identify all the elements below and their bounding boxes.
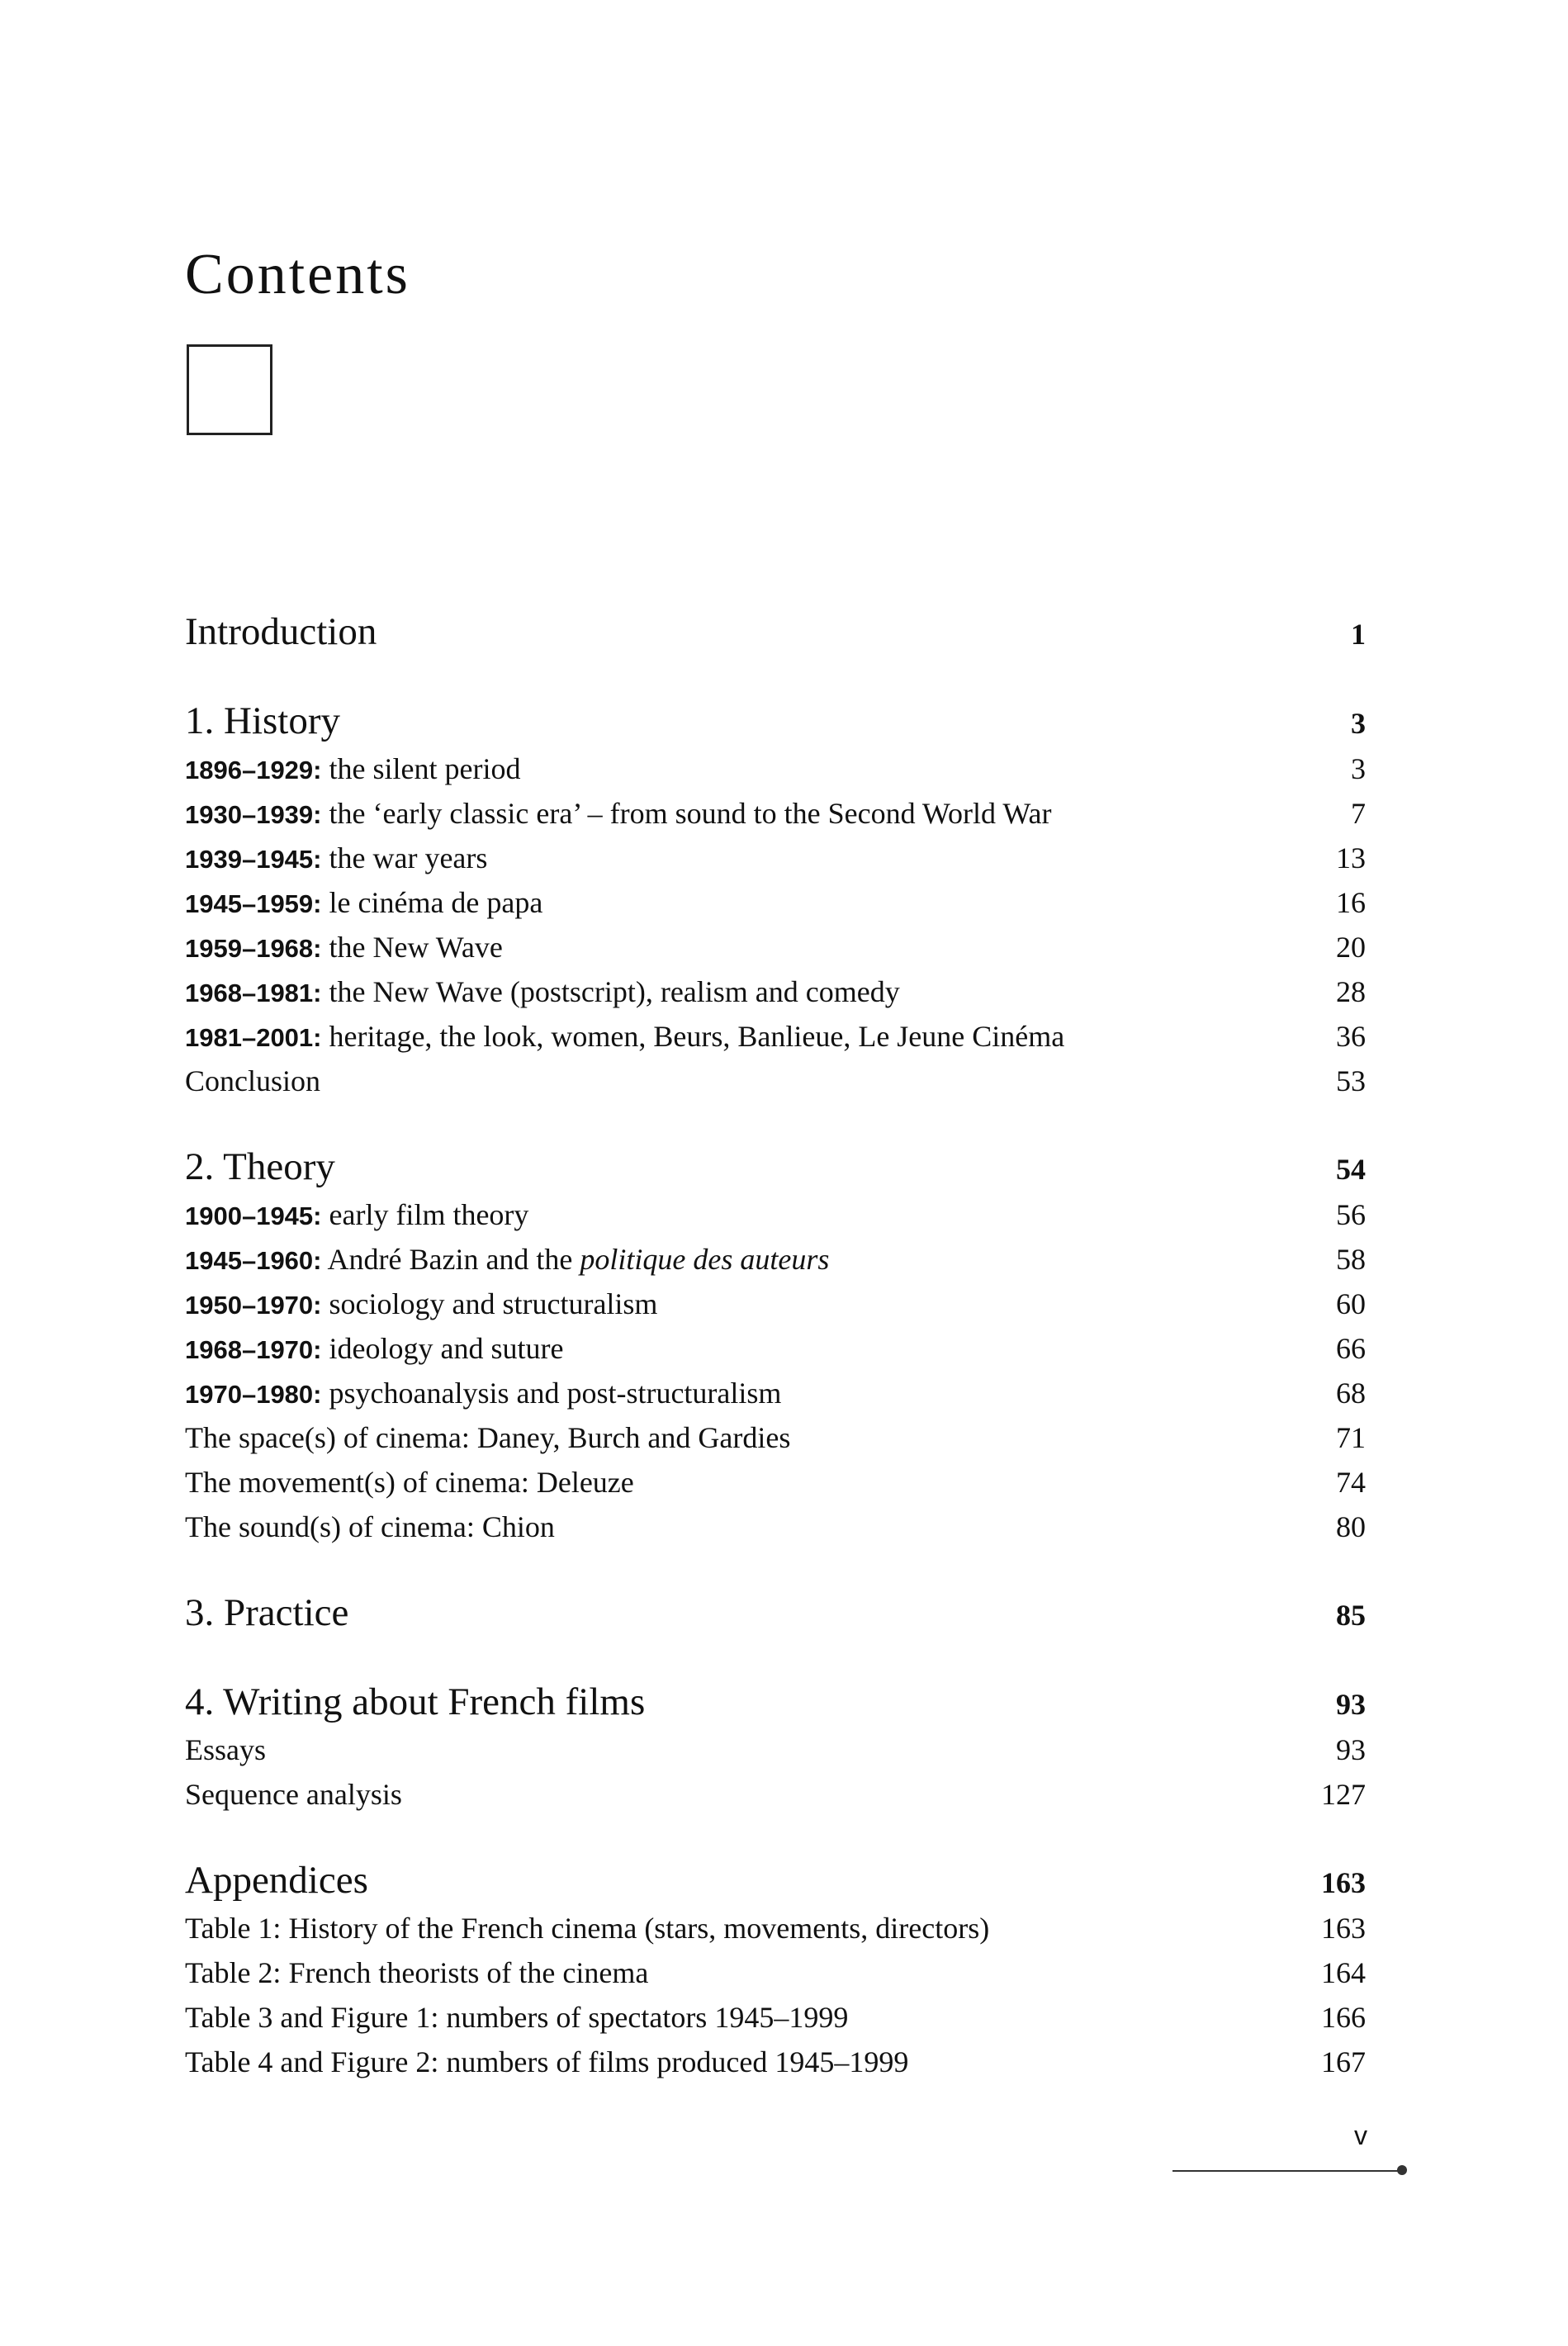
section-title: Appendices <box>185 1859 368 1902</box>
folio-rule <box>1172 2170 1400 2172</box>
entry-text: Table 1: History of the French cinema (stars, movements, directors) <box>185 1912 990 1945</box>
section-page: 3 <box>1351 707 1366 740</box>
entry-title <box>185 1911 989 1946</box>
entry-title <box>185 1732 266 1767</box>
entry-text: heritage, the look, women, Beurs, Banlieue, Le Jeune Cinéma <box>321 1020 1065 1053</box>
entry-title <box>185 1019 1064 1054</box>
entry-years: 1959–1968: <box>185 934 322 963</box>
entry-years: 1950–1970: <box>185 1291 322 1320</box>
entry-text: ideology and suture <box>321 1332 564 1365</box>
entry-page: 167 <box>1321 2045 1366 2078</box>
toc-section-heading[interactable] <box>185 699 1366 745</box>
toc-entry[interactable] <box>185 1287 1366 1323</box>
entry-title <box>185 1242 829 1277</box>
entry-title <box>185 2000 848 2035</box>
entry-text: psychoanalysis and post-structuralism <box>321 1377 782 1410</box>
entry-title <box>185 2045 908 2079</box>
section-page: 54 <box>1336 1153 1366 1186</box>
entry-title <box>185 1955 648 1990</box>
toc-entry[interactable] <box>185 1465 1366 1501</box>
entry-text: Table 3 and Figure 1: numbers of spectators 1945–1999 <box>185 2001 849 2034</box>
entry-page: 74 <box>1336 1466 1366 1499</box>
toc-entry[interactable] <box>185 1911 1366 1947</box>
toc-entry[interactable] <box>185 2045 1366 2081</box>
section-title: 3. Practice <box>185 1591 349 1634</box>
entry-text: Table 2: French theorists of the cinema <box>185 1956 649 1989</box>
toc-entry[interactable] <box>185 1197 1366 1234</box>
entry-title <box>185 885 542 920</box>
toc-entry[interactable] <box>185 1509 1366 1546</box>
entry-text: le cinéma de papa <box>321 886 543 919</box>
entry-text: Table 4 and Figure 2: numbers of films produced 1945–1999 <box>185 2045 909 2078</box>
toc-entry[interactable] <box>185 930 1366 966</box>
entry-years: 1900–1945: <box>185 1201 322 1230</box>
entry-title <box>185 841 487 875</box>
section-title: 1. History <box>185 699 340 742</box>
toc-entry[interactable] <box>185 1777 1366 1813</box>
entry-italic-text: politique des auteurs <box>580 1243 830 1276</box>
page-number: v <box>1354 2121 1367 2150</box>
entry-page: 93 <box>1336 1733 1366 1766</box>
entry-years: 1968–1970: <box>185 1335 322 1364</box>
entry-page: 58 <box>1336 1243 1366 1276</box>
entry-page: 68 <box>1336 1377 1366 1410</box>
toc-entry[interactable] <box>185 1242 1366 1278</box>
entry-page: 20 <box>1336 931 1366 964</box>
entry-title <box>185 1465 634 1500</box>
entry-text: The movement(s) of cinema: Deleuze <box>185 1466 634 1499</box>
entry-text: sociology and structuralism <box>321 1287 658 1320</box>
entry-page: 13 <box>1336 841 1366 874</box>
toc-entry[interactable] <box>185 1064 1366 1100</box>
toc-entry[interactable] <box>185 974 1366 1011</box>
toc-entry[interactable] <box>185 1732 1366 1769</box>
entry-title <box>185 1509 555 1544</box>
entry-years: 1930–1939: <box>185 800 322 829</box>
entry-title <box>185 1376 781 1410</box>
entry-page: 71 <box>1336 1421 1366 1454</box>
toc-section-heading[interactable] <box>185 609 1366 656</box>
toc-entry[interactable] <box>185 1019 1366 1055</box>
toc-entry[interactable] <box>185 2000 1366 2036</box>
entry-text: the New Wave <box>321 931 503 964</box>
entry-page: 163 <box>1321 1912 1366 1945</box>
entry-page: 53 <box>1336 1064 1366 1097</box>
entry-text: early film theory <box>321 1198 529 1231</box>
entry-page: 166 <box>1321 2001 1366 2034</box>
toc-section-heading[interactable] <box>185 1145 1366 1191</box>
entry-years: 1945–1960: <box>185 1246 322 1275</box>
toc-section-heading[interactable] <box>185 1858 1366 1904</box>
toc-section-heading[interactable] <box>185 1590 1366 1637</box>
section-page: 163 <box>1321 1866 1366 1899</box>
entry-title <box>185 1064 320 1098</box>
entry-text: Conclusion <box>185 1064 321 1097</box>
entry-years: 1981–2001: <box>185 1023 322 1052</box>
entry-text: Sequence analysis <box>185 1778 402 1811</box>
entry-page: 66 <box>1336 1332 1366 1365</box>
toc-entry[interactable] <box>185 1955 1366 1992</box>
entry-page: 28 <box>1336 975 1366 1008</box>
entry-years: 1968–1981: <box>185 979 322 1007</box>
entry-title <box>185 930 503 964</box>
entry-title <box>185 1197 528 1232</box>
toc-entry[interactable] <box>185 841 1366 877</box>
entry-text: The sound(s) of cinema: Chion <box>185 1510 555 1543</box>
entry-title <box>185 1331 563 1366</box>
entry-page: 56 <box>1336 1198 1366 1231</box>
section-title: 2. Theory <box>185 1145 335 1188</box>
entry-page: 127 <box>1321 1778 1366 1811</box>
table-of-contents <box>185 0 1366 2346</box>
page-title: Contents <box>185 243 410 306</box>
section-page: 85 <box>1336 1599 1366 1632</box>
entry-text: Essays <box>185 1733 266 1766</box>
toc-section-heading[interactable] <box>185 1680 1366 1726</box>
entry-title <box>185 796 1051 831</box>
entry-text: the ‘early classic era’ – from sound to the Second World War <box>321 797 1052 830</box>
entry-text: the silent period <box>321 752 521 785</box>
entry-page: 16 <box>1336 886 1366 919</box>
toc-entry[interactable] <box>185 1376 1366 1412</box>
entry-title <box>185 974 900 1009</box>
toc-entry[interactable] <box>185 1331 1366 1367</box>
entry-years: 1970–1980: <box>185 1380 322 1409</box>
entry-text: The space(s) of cinema: Daney, Burch and Gardies <box>185 1421 791 1454</box>
entry-text: the New Wave (postscript), realism and comedy <box>321 975 900 1008</box>
toc-entry[interactable] <box>185 796 1366 832</box>
entry-text: the war years <box>321 841 488 874</box>
entry-page: 3 <box>1351 752 1366 785</box>
section-title: 4. Writing about French films <box>185 1680 646 1723</box>
section-page: 1 <box>1351 618 1366 651</box>
entry-years: 1945–1959: <box>185 889 322 918</box>
entry-page: 80 <box>1336 1510 1366 1543</box>
toc-entry[interactable] <box>185 751 1366 788</box>
toc-entry[interactable] <box>185 885 1366 922</box>
entry-page: 60 <box>1336 1287 1366 1320</box>
entry-page: 164 <box>1321 1956 1366 1989</box>
section-page: 93 <box>1336 1688 1366 1721</box>
entry-page: 36 <box>1336 1020 1366 1053</box>
entry-years: 1896–1929: <box>185 756 322 784</box>
section-title: Introduction <box>185 610 377 653</box>
toc-entry[interactable] <box>185 1420 1366 1457</box>
entry-text: André Bazin and the <box>321 1243 580 1276</box>
entry-title <box>185 1777 402 1812</box>
entry-years: 1939–1945: <box>185 845 322 874</box>
entry-title <box>185 1287 657 1321</box>
entry-page: 7 <box>1351 797 1366 830</box>
entry-title <box>185 751 520 786</box>
entry-title <box>185 1420 790 1455</box>
folio-dot <box>1397 2165 1407 2175</box>
